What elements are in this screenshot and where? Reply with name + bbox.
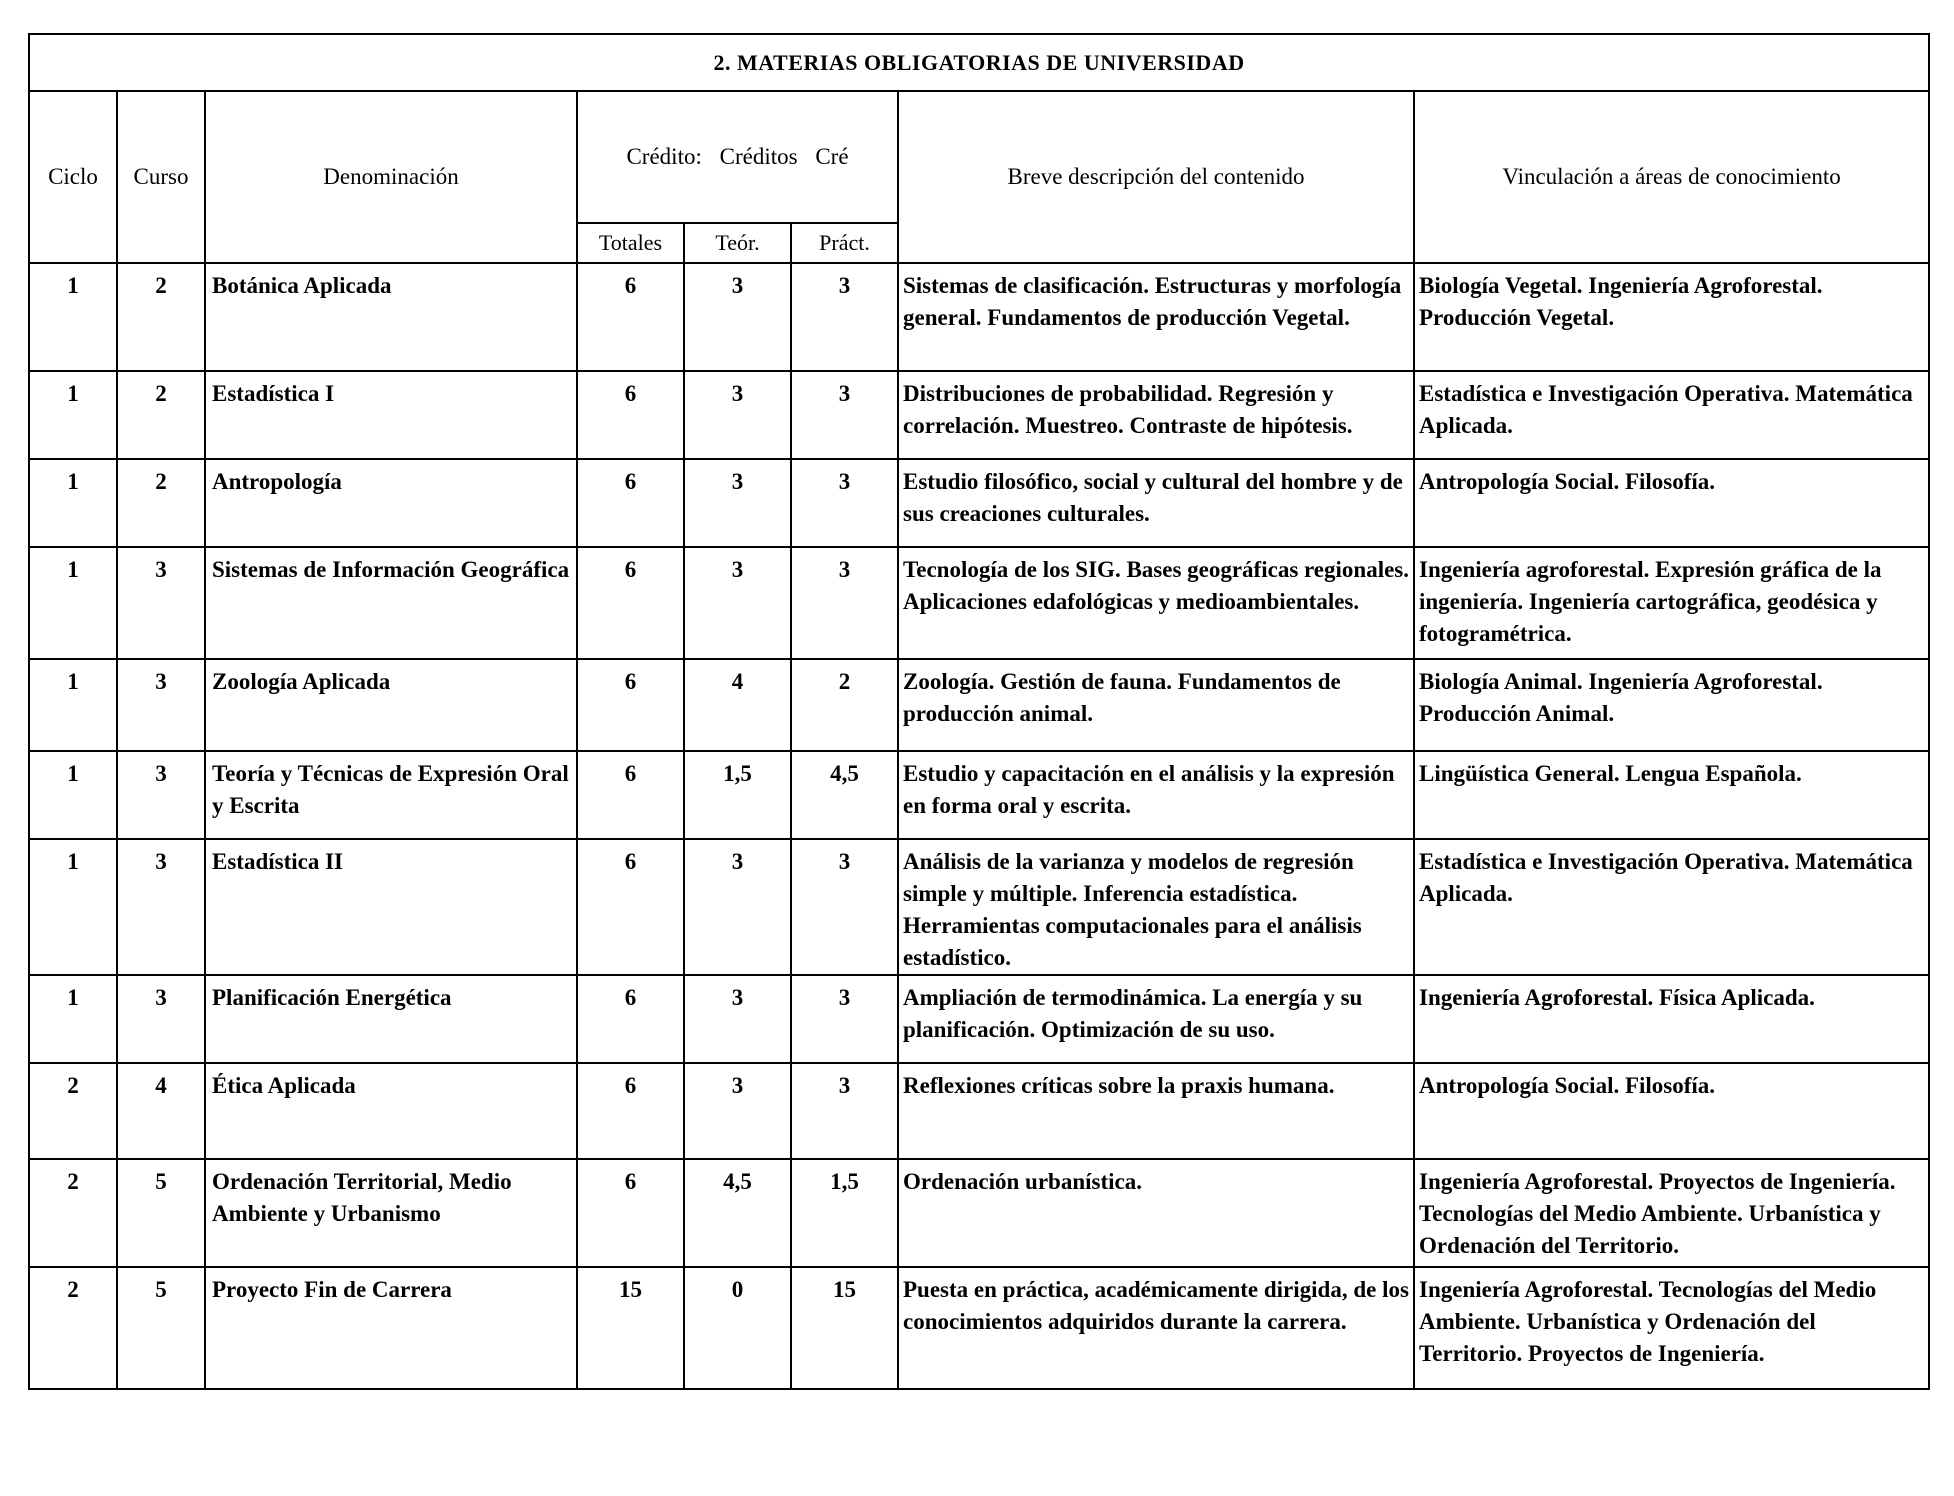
cell-ciclo: 1 — [29, 547, 117, 659]
cell-denominacion: Ordenación Territorial, Medio Ambiente y Urbanismo — [205, 1159, 577, 1267]
cell-ciclo: 1 — [29, 975, 117, 1063]
cell-vinculacion: Antropología Social. Filosofía. — [1414, 1063, 1929, 1159]
cell-vinculacion: Lingüística General. Lengua Española. — [1414, 751, 1929, 839]
cell-denominacion: Proyecto Fin de Carrera — [205, 1267, 577, 1389]
cell-descripcion: Sistemas de clasificación. Estructuras y morfología general. Fundamentos de producción Vegetal. — [898, 263, 1414, 371]
table-row — [29, 839, 1929, 975]
cell-pract: 15 — [791, 1267, 898, 1389]
cell-vinculacion: Ingeniería agroforestal. Expresión gráfica de la ingeniería. Ingeniería cartográfica, geodésica y fotogramétrica. — [1414, 547, 1929, 659]
cell-ciclo: 1 — [29, 839, 117, 975]
cell-ciclo: 1 — [29, 751, 117, 839]
cell-vinculacion: Estadística e Investigación Operativa. Matemática Aplicada. — [1414, 371, 1929, 459]
cell-pract: 3 — [791, 975, 898, 1063]
cell-pract: 3 — [791, 839, 898, 975]
cell-pract: 1,5 — [791, 1159, 898, 1267]
cell-totales: 6 — [577, 1159, 684, 1267]
cell-teor: 3 — [684, 1063, 791, 1159]
header-vinculacion: Vinculación a áreas de conocimiento — [1414, 91, 1929, 263]
cell-vinculacion: Ingeniería Agroforestal. Proyectos de Ingeniería. Tecnologías del Medio Ambiente. Urbanística y Ordenación del Territorio. — [1414, 1159, 1929, 1267]
cell-teor: 4 — [684, 659, 791, 751]
cell-curso: 2 — [117, 263, 205, 371]
cell-descripcion: Ampliación de termodinámica. La energía y su planificación. Optimización de su uso. — [898, 975, 1414, 1063]
cell-ciclo: 1 — [29, 371, 117, 459]
cell-curso: 4 — [117, 1063, 205, 1159]
cell-denominacion: Estadística II — [205, 839, 577, 975]
table-row — [29, 1267, 1929, 1389]
table-row — [29, 547, 1929, 659]
header-creditos-2: Créditos — [719, 144, 798, 169]
cell-vinculacion: Estadística e Investigación Operativa. Matemática Aplicada. — [1414, 839, 1929, 975]
cell-totales: 6 — [577, 839, 684, 975]
cell-pract: 3 — [791, 459, 898, 547]
header-creditos-1: Crédito: — [626, 144, 702, 169]
cell-denominacion: Sistemas de Información Geográfica — [205, 547, 577, 659]
cell-vinculacion: Ingeniería Agroforestal. Física Aplicada. — [1414, 975, 1929, 1063]
cell-teor: 3 — [684, 459, 791, 547]
header-creditos-3: Cré — [815, 144, 849, 169]
cell-pract: 3 — [791, 371, 898, 459]
cell-curso: 3 — [117, 547, 205, 659]
cell-teor: 3 — [684, 975, 791, 1063]
cell-teor: 4,5 — [684, 1159, 791, 1267]
cell-denominacion: Antropología — [205, 459, 577, 547]
cell-curso: 3 — [117, 659, 205, 751]
cell-pract: 2 — [791, 659, 898, 751]
cell-totales: 6 — [577, 547, 684, 659]
cell-denominacion: Estadística I — [205, 371, 577, 459]
table-row — [29, 975, 1929, 1063]
cell-vinculacion: Ingeniería Agroforestal. Tecnologías del Medio Ambiente. Urbanística y Ordenación del Territorio. Proyectos de Ingeniería. — [1414, 1267, 1929, 1389]
cell-curso: 3 — [117, 751, 205, 839]
cell-curso: 3 — [117, 839, 205, 975]
table-row — [29, 459, 1929, 547]
cell-vinculacion: Antropología Social. Filosofía. — [1414, 459, 1929, 547]
header-pract: Práct. — [791, 223, 898, 263]
cell-ciclo: 2 — [29, 1267, 117, 1389]
document-page — [28, 33, 1928, 1466]
cell-ciclo: 2 — [29, 1159, 117, 1267]
cell-vinculacion: Biología Animal. Ingeniería Agroforestal. Producción Animal. — [1414, 659, 1929, 751]
cell-denominacion: Planificación Energética — [205, 975, 577, 1063]
cell-totales: 6 — [577, 751, 684, 839]
cell-descripcion: Reflexiones críticas sobre la praxis humana. — [898, 1063, 1414, 1159]
cell-descripcion: Estudio filosófico, social y cultural del hombre y de sus creaciones culturales. — [898, 459, 1414, 547]
cell-descripcion: Puesta en práctica, académicamente dirigida, de los conocimientos adquiridos durante la carrera. — [898, 1267, 1414, 1389]
cell-teor: 3 — [684, 547, 791, 659]
cell-totales: 6 — [577, 659, 684, 751]
table-row — [29, 263, 1929, 371]
cell-curso: 5 — [117, 1159, 205, 1267]
cell-totales: 6 — [577, 459, 684, 547]
cell-denominacion: Botánica Aplicada — [205, 263, 577, 371]
cell-curso: 2 — [117, 459, 205, 547]
header-ciclo: Ciclo — [29, 91, 117, 263]
cell-curso: 5 — [117, 1267, 205, 1389]
cell-pract: 3 — [791, 263, 898, 371]
cell-vinculacion: Biología Vegetal. Ingeniería Agroforestal. Producción Vegetal. — [1414, 263, 1929, 371]
cell-ciclo: 1 — [29, 459, 117, 547]
cell-descripcion: Análisis de la varianza y modelos de regresión simple y múltiple. Inferencia estadística. Herramientas computacionales para el análisis estadístico. — [898, 839, 1414, 975]
cell-teor: 1,5 — [684, 751, 791, 839]
header-creditos — [577, 91, 898, 223]
cell-totales: 6 — [577, 1063, 684, 1159]
table-row — [29, 1063, 1929, 1159]
cell-pract: 4,5 — [791, 751, 898, 839]
table-row — [29, 371, 1929, 459]
cell-totales: 15 — [577, 1267, 684, 1389]
cell-totales: 6 — [577, 263, 684, 371]
cell-denominacion: Ética Aplicada — [205, 1063, 577, 1159]
cell-teor: 3 — [684, 839, 791, 975]
cell-curso: 2 — [117, 371, 205, 459]
cell-teor: 3 — [684, 371, 791, 459]
header-teor: Teór. — [684, 223, 791, 263]
table-title: 2. MATERIAS OBLIGATORIAS DE UNIVERSIDAD — [29, 34, 1929, 91]
table-row — [29, 659, 1929, 751]
header-denominacion: Denominación — [205, 91, 577, 263]
cell-denominacion: Teoría y Técnicas de Expresión Oral y Escrita — [205, 751, 577, 839]
cell-totales: 6 — [577, 371, 684, 459]
cell-teor: 3 — [684, 263, 791, 371]
cell-pract: 3 — [791, 547, 898, 659]
cell-ciclo: 1 — [29, 659, 117, 751]
table-row — [29, 751, 1929, 839]
header-totales: Totales — [577, 223, 684, 263]
cell-descripcion: Zoología. Gestión de fauna. Fundamentos de producción animal. — [898, 659, 1414, 751]
cell-ciclo: 2 — [29, 1063, 117, 1159]
header-descripcion: Breve descripción del contenido — [898, 91, 1414, 263]
header-curso: Curso — [117, 91, 205, 263]
cell-descripcion: Distribuciones de probabilidad. Regresión y correlación. Muestreo. Contraste de hipótesis. — [898, 371, 1414, 459]
subjects-table — [28, 33, 1930, 1390]
cell-descripcion: Estudio y capacitación en el análisis y la expresión en forma oral y escrita. — [898, 751, 1414, 839]
cell-descripcion: Ordenación urbanística. — [898, 1159, 1414, 1267]
cell-totales: 6 — [577, 975, 684, 1063]
cell-curso: 3 — [117, 975, 205, 1063]
cell-pract: 3 — [791, 1063, 898, 1159]
cell-descripcion: Tecnología de los SIG. Bases geográficas regionales. Aplicaciones edafológicas y medioambientales. — [898, 547, 1414, 659]
table-row — [29, 1159, 1929, 1267]
cell-denominacion: Zoología Aplicada — [205, 659, 577, 751]
cell-teor: 0 — [684, 1267, 791, 1389]
cell-ciclo: 1 — [29, 263, 117, 371]
